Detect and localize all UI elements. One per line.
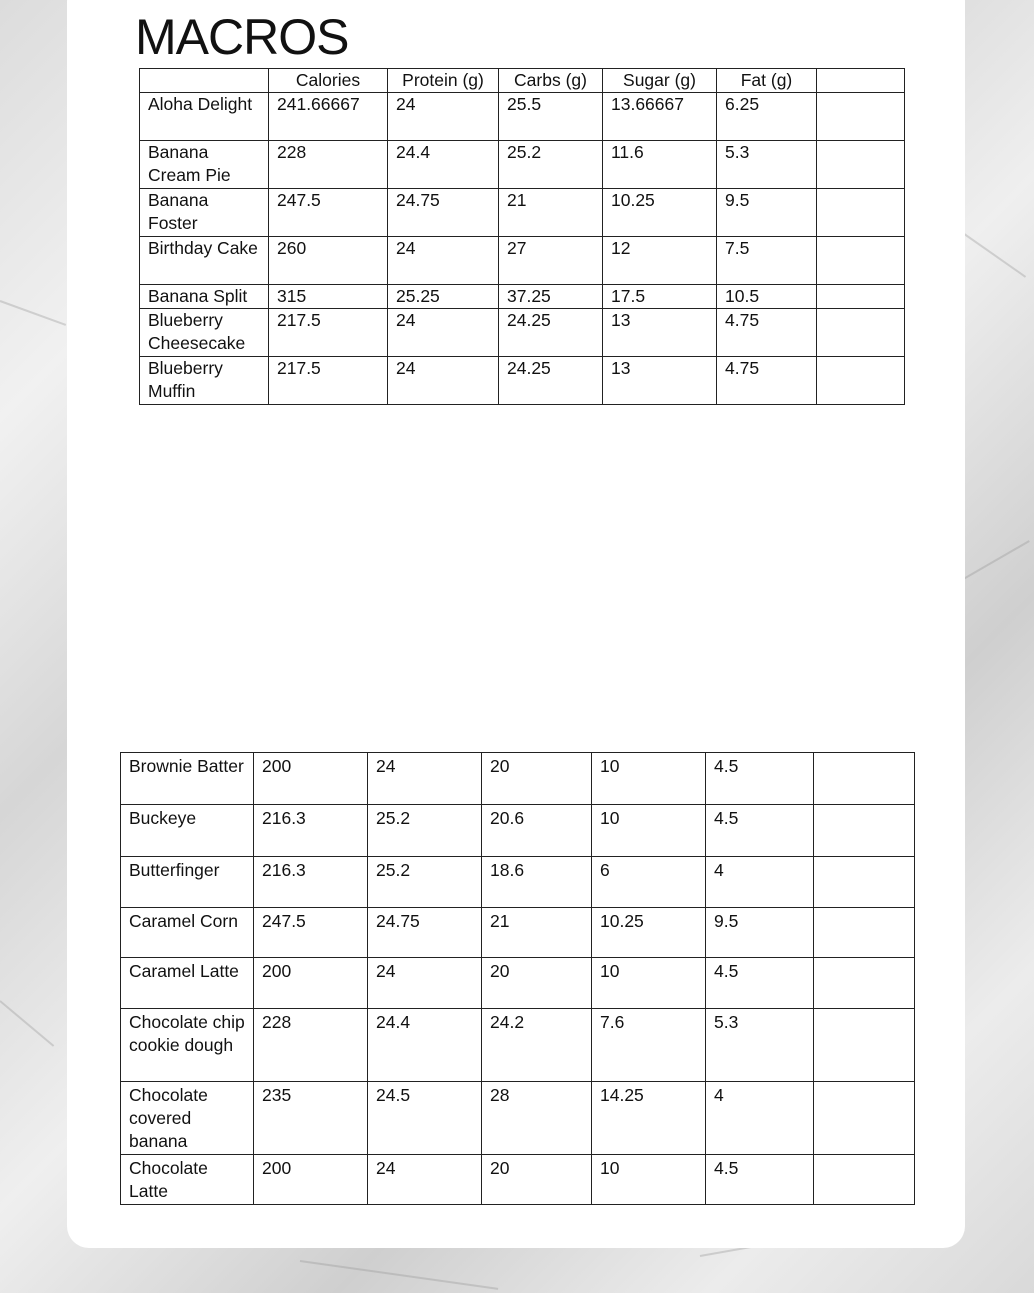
fat-cell: 4.75 (717, 309, 817, 357)
header-cell: Sugar (g) (603, 69, 717, 93)
fat-cell: 9.5 (717, 189, 817, 237)
carbs-cell: 21 (499, 189, 603, 237)
carbs-cell: 18.6 (482, 857, 592, 908)
empty-cell (814, 1155, 915, 1205)
protein-cell: 25.25 (388, 285, 499, 309)
calories-cell: 241.66667 (269, 93, 388, 141)
item-name: Birthday Cake (140, 237, 269, 285)
table-row (140, 141, 905, 189)
fat-cell: 4 (706, 857, 814, 908)
header-cell: Carbs (g) (499, 69, 603, 93)
empty-cell (814, 805, 915, 857)
sugar-cell: 14.25 (592, 1082, 706, 1155)
protein-cell: 24.75 (388, 189, 499, 237)
carbs-cell: 37.25 (499, 285, 603, 309)
sugar-cell: 10.25 (603, 189, 717, 237)
marble-vein (960, 540, 1030, 582)
calories-cell: 228 (269, 141, 388, 189)
empty-cell (814, 857, 915, 908)
protein-cell: 24 (388, 237, 499, 285)
item-name: Chocolate covered banana (121, 1082, 254, 1155)
carbs-cell: 28 (482, 1082, 592, 1155)
empty-cell (817, 237, 905, 285)
carbs-cell: 20 (482, 753, 592, 805)
fat-cell: 4 (706, 1082, 814, 1155)
calories-cell: 260 (269, 237, 388, 285)
macros-table-1 (139, 68, 905, 405)
sugar-cell: 13.66667 (603, 93, 717, 141)
empty-cell (817, 93, 905, 141)
header-cell (140, 69, 269, 93)
header-cell (817, 69, 905, 93)
calories-cell: 217.5 (269, 357, 388, 405)
carbs-cell: 24.25 (499, 357, 603, 405)
item-name: Aloha Delight (140, 93, 269, 141)
item-name: Caramel Latte (121, 958, 254, 1009)
sugar-cell: 13 (603, 309, 717, 357)
fat-cell: 4.75 (717, 357, 817, 405)
sugar-cell: 7.6 (592, 1009, 706, 1082)
table-row (140, 285, 905, 309)
table-row (121, 958, 915, 1009)
fat-cell: 4.5 (706, 1155, 814, 1205)
table-row (140, 93, 905, 141)
carbs-cell: 24.2 (482, 1009, 592, 1082)
calories-cell: 200 (254, 958, 368, 1009)
sugar-cell: 12 (603, 237, 717, 285)
empty-cell (817, 357, 905, 405)
fat-cell: 9.5 (706, 908, 814, 958)
item-name: Blueberry Muffin (140, 357, 269, 405)
protein-cell: 24.5 (368, 1082, 482, 1155)
carbs-cell: 24.25 (499, 309, 603, 357)
protein-cell: 25.2 (368, 805, 482, 857)
empty-cell (814, 1009, 915, 1082)
macros-table-2 (120, 752, 915, 1205)
item-name: Chocolate chip cookie dough (121, 1009, 254, 1082)
header-cell: Calories (269, 69, 388, 93)
sugar-cell: 10 (592, 958, 706, 1009)
protein-cell: 24 (388, 309, 499, 357)
page-title: MACROS (135, 9, 349, 65)
empty-cell (814, 908, 915, 958)
fat-cell: 5.3 (717, 141, 817, 189)
carbs-cell: 20 (482, 1155, 592, 1205)
item-name: Buckeye (121, 805, 254, 857)
marble-vein (0, 300, 66, 326)
header-cell: Fat (g) (717, 69, 817, 93)
calories-cell: 216.3 (254, 805, 368, 857)
protein-cell: 24.4 (368, 1009, 482, 1082)
carbs-cell: 27 (499, 237, 603, 285)
empty-cell (817, 309, 905, 357)
protein-cell: 24.4 (388, 141, 499, 189)
carbs-cell: 21 (482, 908, 592, 958)
empty-cell (814, 753, 915, 805)
table-row (140, 237, 905, 285)
sugar-cell: 10 (592, 1155, 706, 1205)
calories-cell: 216.3 (254, 857, 368, 908)
header-cell: Protein (g) (388, 69, 499, 93)
fat-cell: 4.5 (706, 958, 814, 1009)
calories-cell: 200 (254, 1155, 368, 1205)
empty-cell (817, 285, 905, 309)
protein-cell: 24 (368, 958, 482, 1009)
carbs-cell: 20.6 (482, 805, 592, 857)
protein-cell: 24 (368, 753, 482, 805)
sugar-cell: 6 (592, 857, 706, 908)
calories-cell: 217.5 (269, 309, 388, 357)
fat-cell: 4.5 (706, 753, 814, 805)
item-name: Caramel Corn (121, 908, 254, 958)
table-row (140, 357, 905, 405)
carbs-cell: 20 (482, 958, 592, 1009)
empty-cell (814, 958, 915, 1009)
calories-cell: 247.5 (269, 189, 388, 237)
fat-cell: 10.5 (717, 285, 817, 309)
sugar-cell: 13 (603, 357, 717, 405)
fat-cell: 5.3 (706, 1009, 814, 1082)
item-name: Banana Foster (140, 189, 269, 237)
table-row (121, 1082, 915, 1155)
calories-cell: 315 (269, 285, 388, 309)
calories-cell: 228 (254, 1009, 368, 1082)
calories-cell: 235 (254, 1082, 368, 1155)
sugar-cell: 17.5 (603, 285, 717, 309)
item-name: Banana Cream Pie (140, 141, 269, 189)
sugar-cell: 11.6 (603, 141, 717, 189)
table-row (121, 1009, 915, 1082)
protein-cell: 25.2 (368, 857, 482, 908)
marble-vein (959, 230, 1026, 278)
item-name: Brownie Batter (121, 753, 254, 805)
carbs-cell: 25.5 (499, 93, 603, 141)
protein-cell: 24 (368, 1155, 482, 1205)
marble-vein (0, 1000, 54, 1047)
calories-cell: 200 (254, 753, 368, 805)
table-row (121, 857, 915, 908)
empty-cell (814, 1082, 915, 1155)
table-row (140, 309, 905, 357)
protein-cell: 24 (388, 93, 499, 141)
empty-cell (817, 141, 905, 189)
item-name: Chocolate Latte (121, 1155, 254, 1205)
protein-cell: 24.75 (368, 908, 482, 958)
fat-cell: 7.5 (717, 237, 817, 285)
sugar-cell: 10.25 (592, 908, 706, 958)
table-row (121, 1155, 915, 1205)
table-row (121, 908, 915, 958)
item-name: Banana Split (140, 285, 269, 309)
fat-cell: 6.25 (717, 93, 817, 141)
sugar-cell: 10 (592, 805, 706, 857)
empty-cell (817, 189, 905, 237)
table-row (140, 189, 905, 237)
table-header-row (140, 69, 905, 93)
sugar-cell: 10 (592, 753, 706, 805)
calories-cell: 247.5 (254, 908, 368, 958)
marble-vein (300, 1260, 498, 1290)
table-row (121, 753, 915, 805)
carbs-cell: 25.2 (499, 141, 603, 189)
protein-cell: 24 (388, 357, 499, 405)
item-name: Blueberry Cheesecake (140, 309, 269, 357)
item-name: Butterfinger (121, 857, 254, 908)
fat-cell: 4.5 (706, 805, 814, 857)
table-row (121, 805, 915, 857)
